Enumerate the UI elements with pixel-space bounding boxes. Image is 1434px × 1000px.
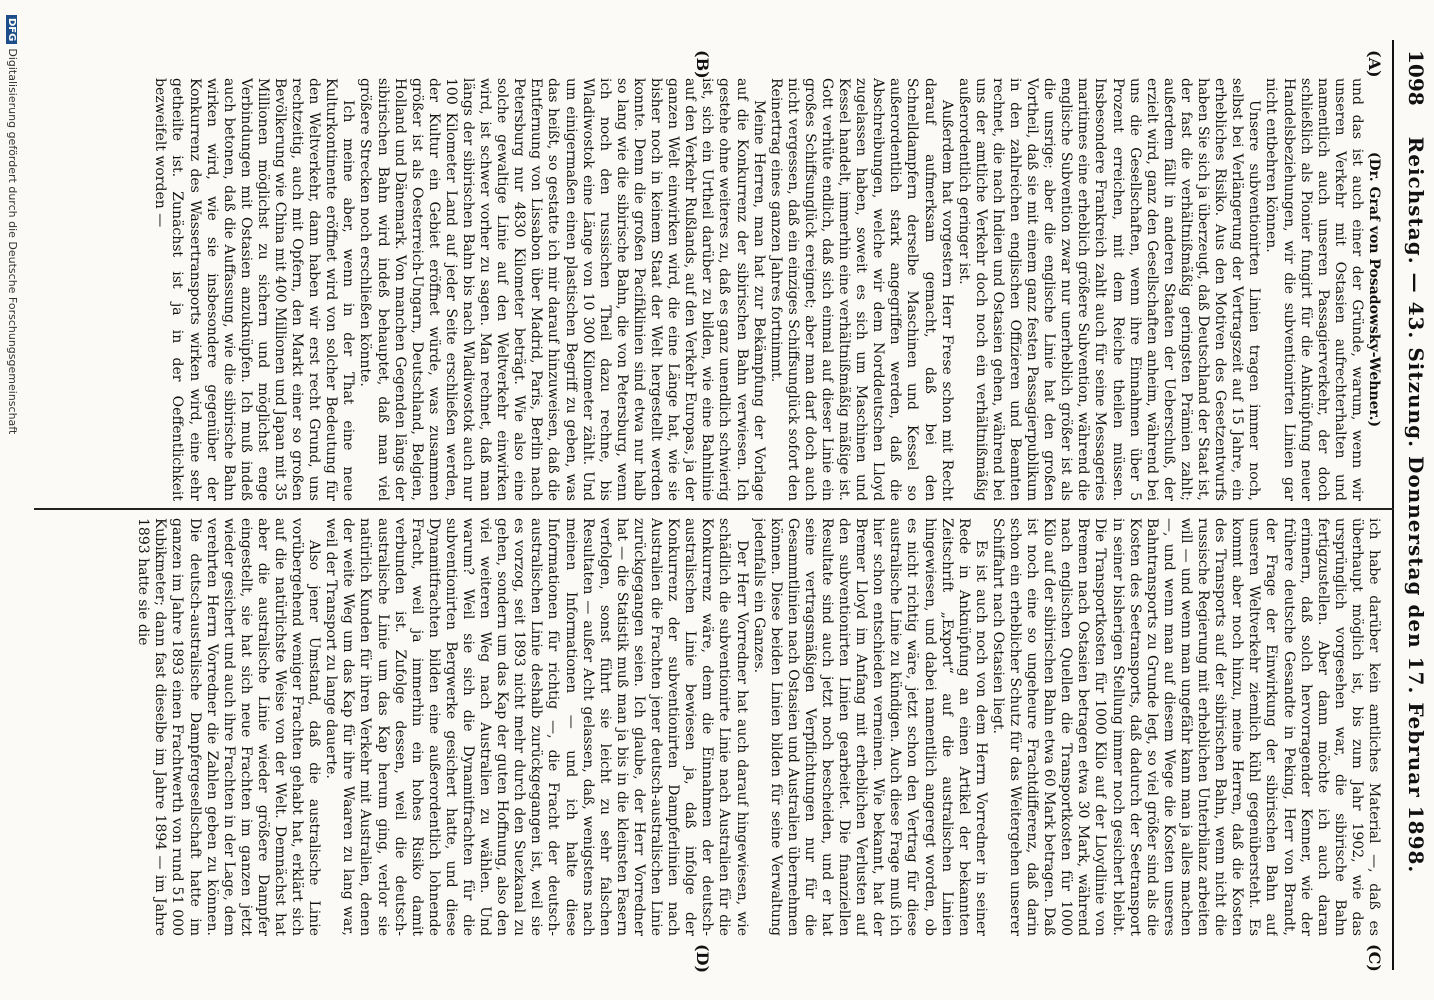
margin-marker-a: (A) (1365, 50, 1384, 78)
paragraph: Also jener Umstand, daß die australische Linie vorübergehend weniger Frachten gehabt hat, erklärt sich auf die natürlichste Weise von der Welt. Demnächst hat aber die australische Linie wieder größere Dampfer eingestellt, sie hat sich neue Frachten im ganzen jetzt wieder gesichert und auch ihre Frachten in der Lage, dem verehrten Herrn Vorredner die Zahlen geben zu können. Die deutsch-australische Dampfergesellschaft hatte im ganzen im Jahre 1893 einen Frachtwerth von rund 51 000 Kubikmeter; dann fast dieselbe im Jahre 1894 — im Jahre 1893 hatte sie die (135, 518, 323, 936)
margin-marker-d: (D) (693, 944, 712, 974)
left-column (32, 78, 1382, 501)
paragraph: Der Herr Vorredner hat auch darauf hingewiesen, wie schädlich die subventionirte Linie nach Australien für die Konkurrenz wäre, denn die Einnahmen der deutsch-australischen Linie bewiesen ja, daß infolge der Konkurrenz der subventionirten Dampferlinien nach Australien die Frachten jener deutsch-australischen Linie zurückgegangen seien. Ich glaube, der Herr Vorredner hat — die Statistik muß man ja bis in die kleinsten Fasern verfolgen, sonst führt sie leicht zu sehr falschen Resultaten — außer Acht gelassen, daß, wenigstens nach meinen Informationen — und ich halte diese Informationen für richtig —, die Fracht der deutsch-australischen Linie deshalb zurückgegangen ist, weil sie es vorzog, seit 1893 nicht mehr durch den Suezkanal zu gehen, sondern um das Kap der guten Hoffnung, also den viel weiteren Weg nach Australien zu wählen. Und warum? Weil sie sich die Dynamitfrachten für die subventionirten Bergwerke gesichert hatte, und diese Dynamitfrachten bilden eine außerordentlich lohnende Fracht, weil ja immerhin ein hohes Risiko damit verbunden ist. Zufolge dessen, weil die deutsch-australische Linie um das Kap herum ging, verlor sie natürlich Kunden für ihren Verkehr mit Australien, denen der weite Weg um das Kap für ihre Waaren zu lang war, weil der Transport zu lange dauerte. (323, 518, 750, 936)
paragraph: Meine Herren, man hat zur Bekämpfung der Vorlage auf die Konkurrenz der sibirischen Bahn verwiesen. Ich gestehe ohne weiteres zu, daß es ganz unendlich schwierig ist, sich ein Urtheil darüber zu bilden, wie eine Bahnlinie auf den Verkehr Rußlands, auf den Verkehr Europas, ja der ganzen Welt einwirken wird, die eine Länge hat, wie sie bisher noch in keinem Staat der Welt hergestellt werden konnte. Denn die großen Pacifiklinien sind etwa nur halb so lang wie die sibirische Bahn, die von Petersburg, wenn ich noch den russischen Theil dazu rechne, bis Wladiwostok eine Länge von 10 300 Kilometer zählt. Und um einigermaßen einen plastischen Begriff zu geben, was das heißt, so gestatte ich mir darauf hinzuweisen, daß die Entfernung von Lissabon über Madrid, Paris, Berlin nach Petersburg nur 4830 Kilometer beträgt. Wie also eine solche gewaltige Linie auf den Weltverkehr einwirken wird, ist schwer vorher zu sagen. Man rechnet, daß man längs der sibirischen Bahn bis nach Wladiwostok auch nur 100 Kilometer Land auf jeder Seite erschließen werden, der Kultur ein Gebiet eröffnet würde, was zusammen größer ist als Oesterreich-Ungarn, Deutschland, Belgien, Holland und Dänemark. Von manchen Gegenden längs der sibirischen Bahn wird indeß behauptet, daß man viel größere Strecken noch erschließen könnte. (357, 78, 767, 501)
credit-text: Digitalisierung gefördert durch die Deutsche Forschungsgemeinschaft (6, 48, 19, 435)
page-header (1392, 40, 1434, 970)
digitization-credit (6, 15, 19, 990)
paragraph: Unsere subventionirten Linien tragen immer noch, selbst bei Verlängerung der Vertragszeit auf 15 Jahre, ein erhebliches Risiko. Aus den Motiven des Gesetzentwurfs haben Sie sich ja überzeugt, daß Deutschland der Staat ist, der fast die verhältnißmäßig geringsten Prämien zahlt; außerdem fällt in anderen Staaten der Ueberschuß, der erzielt wird, ganz den Gesellschaften anheim, während bei uns die Gesellschaften, wenn ihre Einnahmen über 5 Prozent erreichen, mit dem Reiche theilen müssen. Insbesondere Frankreich zahlt auch für seine Messageries maritimes eine erheblich größere Subvention, während die englische Subvention zwar nur unerheblich größer ist als die unsrige; aber die englische Linie hat den großen Vortheil, daß sie mit einem ganz festen Passagierpublikum in den zahlreichen englischen Offizieren und Beamten rechnet, die nach Indien und Ostasien gehen, während bei uns der amtliche Verkehr doch noch ein verhältnißmäßig außerordentlich geringer ist. (955, 78, 1263, 501)
speaker-line: (Dr. Graf von Posadowsky-Wehner.) (1366, 151, 1382, 428)
page-title: Reichstag. — 43. Sitzung. Donnerstag den 17. Februar 1898. (1404, 136, 1428, 874)
margin-marker-c: (C) (1365, 944, 1384, 972)
margin-marker-b: (B) (693, 50, 712, 79)
dfg-logo: DFG (6, 15, 17, 44)
right-column (32, 518, 1382, 936)
column-divider (34, 508, 1394, 510)
page-number: 1098 (1404, 50, 1428, 106)
paragraph: und das ist auch einer der Gründe, warum, wenn wir unseren Verkehr mit Ostasien aufrechterhalten und namentlich auch unseren Passagierverkehr, der doch schließlich als Pionier fungirt für die Anknüpfung neuer Handelsbeziehungen, wir die subventionirten Linien gar nicht entbehren können. (1263, 78, 1365, 501)
paragraph: Außerdem hat vorgestern Herr Frese schon mit Recht darauf aufmerksam gemacht, daß bei den Schnelldampfern derselbe Maschinen und Kessel so außerordentlich stark angegriffen werden, daß die Abschreibungen, welche wir dem Norddeutschen Lloyd zugelassen haben, soweit es sich um Maschinen und Kessel handelt, immerhin eine verhältnißmäßig mäßige ist. Gott verhüte endlich, daß sich einmal auf dieser Linie ein großes Schiffsunglück ereignet; aber man darf doch auch nicht vergessen, daß ein einziges Schiffsunglück sofort den Reinertrag eines ganzen Jahres fortnimmt. (767, 78, 955, 501)
paragraph: Es ist auch noch von dem Herrn Vorredner in seiner Rede in Anknüpfung an einen Artikel der bekannten Zeitschrift „Export“ auf die australischen Linien hingewiesen, und dabei namentlich angeregt worden, ob es nicht richtig wäre, jetzt schon den Vertrag für diese australische Linie zu kündigen. Auch diese Frage muß ich hier schon entschieden verneinen. Wie bekannt, hat der Bremer Lloyd im Anfang mit erheblichen Verlusten auf den subventionirten Linien gearbeitet. Die finanziellen Resultate sind auch jetzt noch bescheiden, und er hat seine vertragsmäßigen Verpflichtungen nur für die Gesammtlinien nach Ostasien und Australien übernehmen können. Diese beiden Linien bilden für seine Verwaltung jedenfalls ein Ganzes. (750, 518, 989, 936)
paragraph: Ich meine aber, wenn in der That eine neue Kulturkontinente eröffnet wird von solcher Bedeutung für den Weltverkehr, dann haben wir erst recht Grund, uns rechtzeitig, auch mit Opfern, den Markt einer so großen Bevölkerung wie China mit 400 Millionen und Japan mit 35 Millionen möglichst zu sichern und möglichst enge Verbindungen mit Ostasien anzuknüpfen. Ich muß indeß auch betonen, daß die Auffassung, wie die sibirische Bahn wirken wird, wie sie insbesondere gegenüber der Konkurrenz des Wassertransports wirken wird, eine sehr getheilte ist. Zunächst ist ja in der Oeffentlichkeit bezweifelt worden — (152, 78, 357, 501)
paragraph: ich habe darüber kein amtliches Material —, daß es überhaupt möglich ist, bis zum Jahr 1902, wie das ursprünglich vorgesehen war, die sibirische Bahn fertigzustellen. Aber dann möchte ich auch daran erinnern, daß solch hervorragender Kenner, wie der frühere deutsche Gesandte in Peking, Herr von Brandt, der Frage der Einwirkung der sibirischen Bahn auf unseren Weltverkehr ziemlich kühl gegenübersteht. Es kommt aber noch hinzu, meine Herren, daß die Kosten des Transports auf der sibirischen Bahn, wenn nicht die russische Regierung mit erheblichen Unterbilanz arbeiten will — und wenn man ungefähr kann man ja alles machen —, und wenn man auf diesem Wege die Kosten unseres Bahntransports zu Grunde legt, so viel größer sind als die Kosten des Seetransports, daß dadurch der Seetransport in seiner bisherigen Stellung immer noch gesichert bleibt. Die Transportkosten für 1000 Kilo auf der Lloydlinie von Bremen nach Ostasien betragen etwa 30 Mark, während nach englischen Quellen die Transportkosten für 1000 Kilo auf der sibirischen Bahn etwa 60 Mark betragen. Daß ist noch eine so ungeheure Frachtdifferenz, daß darin schon ein erheblicher Schutz für das Weitergehen unserer Schiffahrt nach Ostasien liegt. (989, 518, 1382, 936)
